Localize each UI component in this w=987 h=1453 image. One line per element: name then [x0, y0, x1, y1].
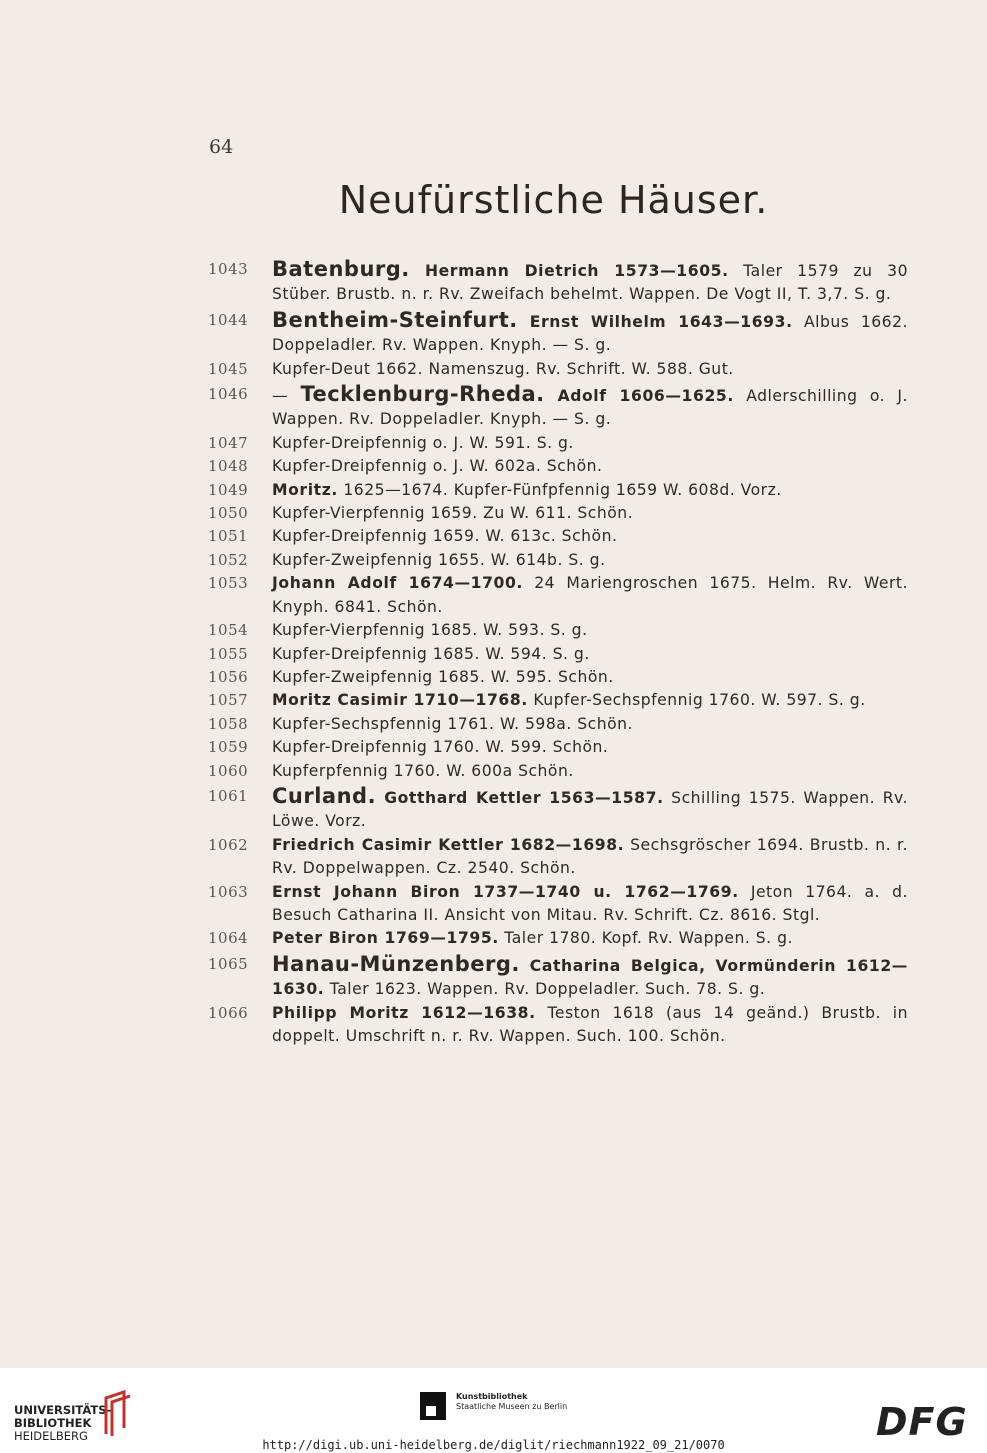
entry-description: Kupfer-Dreipfennig 1659. W. 613c. Schön. — [272, 527, 618, 546]
ruler-name: Friedrich Casimir Kettler 1682—1698. — [272, 835, 625, 854]
catalog-entry — [208, 666, 908, 689]
entry-number: 1056 — [208, 667, 249, 686]
kunstbibliothek-text — [456, 1392, 567, 1412]
entry-description: Kupfer-Dreipfennig o. J. W. 602a. Schön. — [272, 457, 603, 476]
entry-number: 1045 — [208, 359, 249, 378]
entry-text — [272, 479, 908, 502]
catalog-entry — [208, 525, 908, 548]
entry-number: 1061 — [208, 786, 249, 805]
entry-description: Teston 1618 (aus 14 geänd.) Brustb. in doppelt. Umschrift n. r. Rv. Wappen. Such. 100. Schön. — [272, 1003, 908, 1045]
entry-number: 1062 — [208, 835, 249, 854]
catalog-entry — [208, 1002, 908, 1049]
entry-text — [272, 834, 908, 881]
entry-text — [272, 713, 908, 736]
entry-number: 1060 — [208, 761, 249, 780]
entry-description: Taler 1579 zu 30 Stüber. Brustb. n. r. Rv. Zweifach behelmt. Wappen. De Vogt II, T. 3,7. S. g. — [272, 262, 908, 304]
ub-line-2: BIBLIOTHEK — [14, 1416, 92, 1430]
ruler-name: Hermann Dietrich 1573—1605. — [409, 262, 729, 280]
entry-number: 1064 — [208, 929, 249, 948]
catalog-entry — [208, 736, 908, 759]
catalog-entry — [208, 479, 908, 502]
ruler-name: Gotthard Kettler 1563—1587. — [376, 788, 664, 807]
ruler-name: Peter Biron 1769—1795. — [272, 929, 499, 948]
entry-number: 1065 — [208, 954, 249, 973]
entry-description: Kupfer-Dreipfennig 1685. W. 594. S. g. — [272, 644, 590, 663]
entry-description: Adlerschilling o. J. Wappen. Rv. Doppeladler. Knyph. — S. g. — [272, 387, 908, 429]
entry-text — [272, 689, 908, 712]
catalog-entry — [208, 689, 908, 712]
house-name: Tecklenburg-Rheda. — [300, 382, 545, 407]
entry-number: 1054 — [208, 621, 249, 640]
entry-description: Kupferpfennig 1760. W. 600a Schön. — [272, 761, 574, 780]
entry-description: Schilling 1575. Wappen. Rv. Löwe. Vorz. — [272, 788, 908, 831]
entry-description: Sechsgröscher 1694. Brustb. n. r. Rv. Doppelwappen. Cz. 2540. Schön. — [272, 835, 908, 878]
entry-description: Jeton 1764. a. d. Besuch Catharina II. Ansicht von Mitau. Rv. Schrift. Cz. 8616. Stgl. — [272, 882, 908, 924]
dfg-logo: DFG — [876, 1400, 968, 1444]
entry-text — [272, 643, 908, 666]
entry-number: 1055 — [208, 644, 249, 663]
entry-text — [272, 927, 908, 950]
ub-line-1: UNIVERSITÄTS- — [14, 1403, 112, 1417]
kb-line-1: Kunstbibliothek — [456, 1392, 528, 1401]
entry-text — [272, 258, 908, 307]
catalog-entry — [208, 927, 908, 950]
entry-text — [272, 432, 908, 455]
ruler-name: Moritz Casimir 1710—1768. — [272, 691, 528, 710]
catalog-entry — [208, 258, 908, 307]
house-name: Bentheim-Steinfurt. — [272, 307, 518, 332]
catalog-entry — [208, 502, 908, 525]
ruler-name: Philipp Moritz 1612—1638. — [272, 1003, 536, 1022]
house-name: Hanau-Münzenberg. — [272, 951, 520, 976]
entry-description: — — [272, 387, 301, 406]
entry-number: 1047 — [208, 433, 249, 452]
catalog-entry — [208, 785, 908, 834]
entry-number: 1063 — [208, 882, 249, 901]
catalog-entry — [208, 455, 908, 478]
entry-number: 1046 — [208, 385, 249, 404]
entry-number: 1048 — [208, 457, 249, 476]
entry-description: 1625—1674. Kupfer-Fünfpfennig 1659 W. 608d. Vorz. — [337, 480, 782, 499]
ruler-name: Adolf 1606—1625. — [544, 387, 734, 406]
page-number: 64 — [209, 136, 234, 158]
entry-number: 1051 — [208, 527, 249, 546]
entry-description: Kupfer-Vierpfennig 1659. Zu W. 611. Schön. — [272, 504, 634, 523]
entry-text — [272, 383, 908, 432]
ub-logo-icon — [100, 1388, 134, 1438]
kunstbibliothek-logo-icon — [420, 1392, 448, 1422]
entry-text — [272, 785, 908, 834]
catalog-entry — [208, 760, 908, 783]
kb-line-2: Staatliche Museen zu Berlin — [456, 1402, 568, 1411]
entry-text — [272, 619, 908, 642]
catalog-entry — [208, 953, 908, 1002]
ruler-name: Catharina Belgica, Vormünderin 1612—1630. — [272, 956, 908, 999]
entry-number: 1043 — [208, 260, 249, 278]
ruler-name: Moritz. — [272, 480, 338, 499]
entry-text — [272, 525, 908, 548]
entry-description: Kupfer-Zweipfennig 1655. W. 614b. S. g. — [272, 550, 606, 569]
entry-description: Taler 1623. Wappen. Rv. Doppeladler. Such. 78. S. g. — [324, 980, 766, 999]
catalog-entry — [208, 619, 908, 642]
entry-number: 1050 — [208, 504, 249, 523]
ruler-name: Ernst Johann Biron 1737—1740 u. 1762—1769. — [272, 882, 739, 901]
entry-number: 1049 — [208, 480, 249, 499]
entry-text — [272, 736, 908, 759]
catalog-entry — [208, 881, 908, 928]
catalog-entry — [208, 358, 908, 381]
entry-number: 1044 — [208, 310, 249, 329]
entry-number: 1058 — [208, 714, 249, 733]
catalog-entry — [208, 834, 908, 881]
ruler-name: Ernst Wilhelm 1643—1693. — [517, 312, 793, 331]
catalog-entry — [208, 309, 908, 358]
catalog-entry — [208, 643, 908, 666]
house-name: Curland. — [272, 783, 377, 808]
entry-text — [272, 572, 908, 619]
entry-number: 1059 — [208, 738, 249, 757]
entry-description: 24 Mariengroschen 1675. Helm. Rv. Wert. Knyph. 6841. Schön. — [272, 574, 908, 616]
entry-text — [272, 502, 908, 525]
entry-text — [272, 358, 908, 381]
entry-description: Kupfer-Deut 1662. Namenszug. Rv. Schrift. W. 588. Gut. — [272, 359, 734, 378]
catalog-entry — [208, 713, 908, 736]
entry-text — [272, 309, 908, 358]
house-name: Batenburg. — [272, 257, 410, 281]
entry-description: Kupfer-Vierpfennig 1685. W. 593. S. g. — [272, 621, 588, 640]
entry-text — [272, 881, 908, 928]
source-url[interactable]: http://digi.ub.uni-heidelberg.de/diglit/riechmann1922_09_21/0070 — [262, 1438, 725, 1452]
entry-number: 1052 — [208, 550, 249, 569]
catalog-entry — [208, 383, 908, 432]
entry-text — [272, 549, 908, 572]
ub-line-3: HEIDELBERG — [14, 1429, 88, 1443]
section-heading: Neufürstliche Häuser. — [338, 178, 769, 222]
catalog-entry — [208, 432, 908, 455]
entry-text — [272, 1002, 908, 1049]
entry-number: 1053 — [208, 574, 249, 593]
entry-text — [272, 953, 908, 1002]
catalog-entries — [208, 256, 908, 1048]
entry-number: 1066 — [208, 1003, 249, 1022]
entry-text — [272, 455, 908, 478]
entry-description: Taler 1780. Kopf. Rv. Wappen. S. g. — [498, 929, 793, 948]
entry-description: Kupfer-Zweipfennig 1685. W. 595. Schön. — [272, 667, 614, 686]
entry-text — [272, 760, 908, 783]
entry-description: Albus 1662. Doppeladler. Rv. Wappen. Knyph. — S. g. — [272, 312, 908, 355]
ruler-name: Johann Adolf 1674—1700. — [272, 574, 523, 593]
entry-description: Kupfer-Sechspfennig 1760. W. 597. S. g. — [527, 691, 866, 710]
entry-number: 1057 — [208, 691, 249, 710]
entry-text — [272, 666, 908, 689]
entry-description: Kupfer-Dreipfennig 1760. W. 599. Schön. — [272, 738, 609, 757]
entry-description: Kupfer-Dreipfennig o. J. W. 591. S. g. — [272, 433, 574, 452]
catalog-entry — [208, 572, 908, 619]
entry-description: Kupfer-Sechspfennig 1761. W. 598a. Schön. — [272, 714, 633, 733]
catalog-entry — [208, 549, 908, 572]
